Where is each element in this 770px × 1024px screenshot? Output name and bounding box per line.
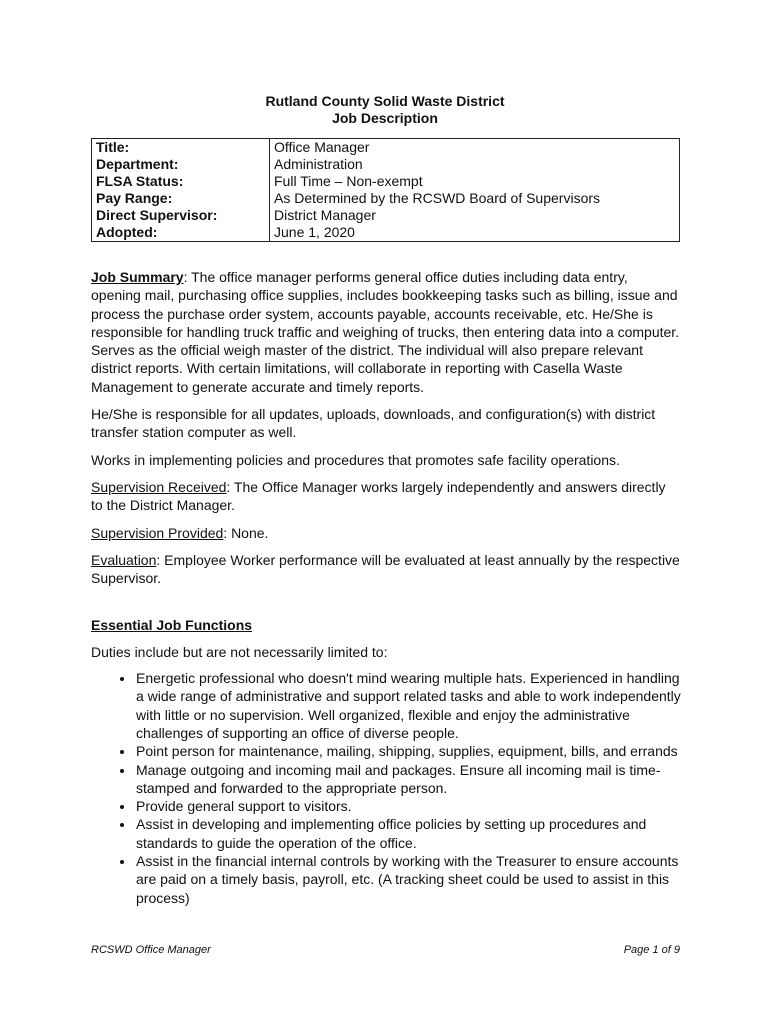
list-item: • Energetic professional who doesn't mind wearing multiple hats. Experienced in handling a wide range of administrative and support related tasks and able to work independently with little or no supervision. Well organized, flexible and enjoy the administrative challenges of supporting an office of diverse people. [135,669,681,742]
supervision-provided-paragraph [91,524,681,542]
table-row [92,139,680,157]
list-item: • Manage outgoing and incoming mail and packages. Ensure all incoming mail is time-stamped and forwarded to the appropriate person. [135,761,681,798]
info-value: Full Time – Non-exempt [270,173,680,190]
info-label: Department: [92,156,270,173]
organization-name: Rutland County Solid Waste District [265,93,505,109]
duties-list [91,669,681,907]
info-label: Adopted: [92,224,270,242]
list-item: • Assist in the financial internal controls by working with the Treasurer to ensure accounts are paid on a timely basis, payroll, etc. (A tracking sheet could be used to assist in this process) [135,852,681,907]
footer-page-number: Page 1 of 9 [623,944,680,956]
updates-paragraph: He/She is responsible for all updates, uploads, downloads, and configuration(s) with district transfer station computer as well. [91,406,656,441]
evaluation-text: : Employee Worker performance will be evaluated at least annually by the respective Supervisor. [91,551,680,587]
policies-paragraph: Works in implementing policies and procedures that promotes safe facility operations. [91,451,620,468]
footer-document-name: RCSWD Office Manager [91,944,211,956]
info-label: Pay Range: [92,190,270,207]
info-label: Direct Supervisor: [92,207,270,224]
job-summary-paragraph [91,268,681,396]
evaluation-label: Evaluation [91,551,157,568]
job-summary-label: Job Summary [91,269,184,285]
evaluation-paragraph [91,551,681,588]
table-row [92,207,680,224]
list-item: • Point person for maintenance, mailing, shipping, supplies, equipment, bills, and errands [135,742,681,760]
table-row [92,156,680,173]
supervision-provided-label: Supervision Provided [91,524,224,541]
info-value: Office Manager [270,139,680,157]
info-value: Administration [270,156,680,173]
job-info-table [91,138,680,242]
supervision-received-label: Supervision Received [91,478,227,495]
info-value: District Manager [270,207,680,224]
info-value: As Determined by the RCSWD Board of Supervisors [270,190,680,207]
document-header [0,93,770,127]
document-body [91,268,681,907]
job-summary-text: : The office manager performs general office duties including data entry, opening mail, purchasing office supplies, includes bookkeeping tasks such as billing, issue and process the purchase order system, accounts payable, accounts receivable, etc. He/She is responsible for handling truck traffic and weighing of trucks, then entering data into a computer. Serves as the official weigh master of the district. The individual will also prepare relevant district reports. With certain limitations, will collaborate in reporting with Casella Waste Management to generate accurate and timely reports. [91,269,680,395]
supervision-received-text: : The Office Manager works largely independently and answers directly to the District Manager. [91,478,666,514]
info-label: FLSA Status: [92,173,270,190]
functions-intro: Duties include but are not necessarily limited to: [91,643,388,660]
info-value: June 1, 2020 [270,224,680,242]
list-item: • Assist in developing and implementing office policies by setting up procedures and standards to guide the operation of the office. [135,815,681,852]
info-label: Title: [92,139,270,157]
supervision-received-paragraph [91,478,681,515]
table-row [92,224,680,242]
document-title: Job Description [332,110,438,126]
supervision-provided-text: : None. [223,524,269,541]
essential-functions-heading: Essential Job Functions [91,617,253,634]
list-item: • Provide general support to visitors. [135,797,681,815]
table-row [92,173,680,190]
table-row [92,190,680,207]
